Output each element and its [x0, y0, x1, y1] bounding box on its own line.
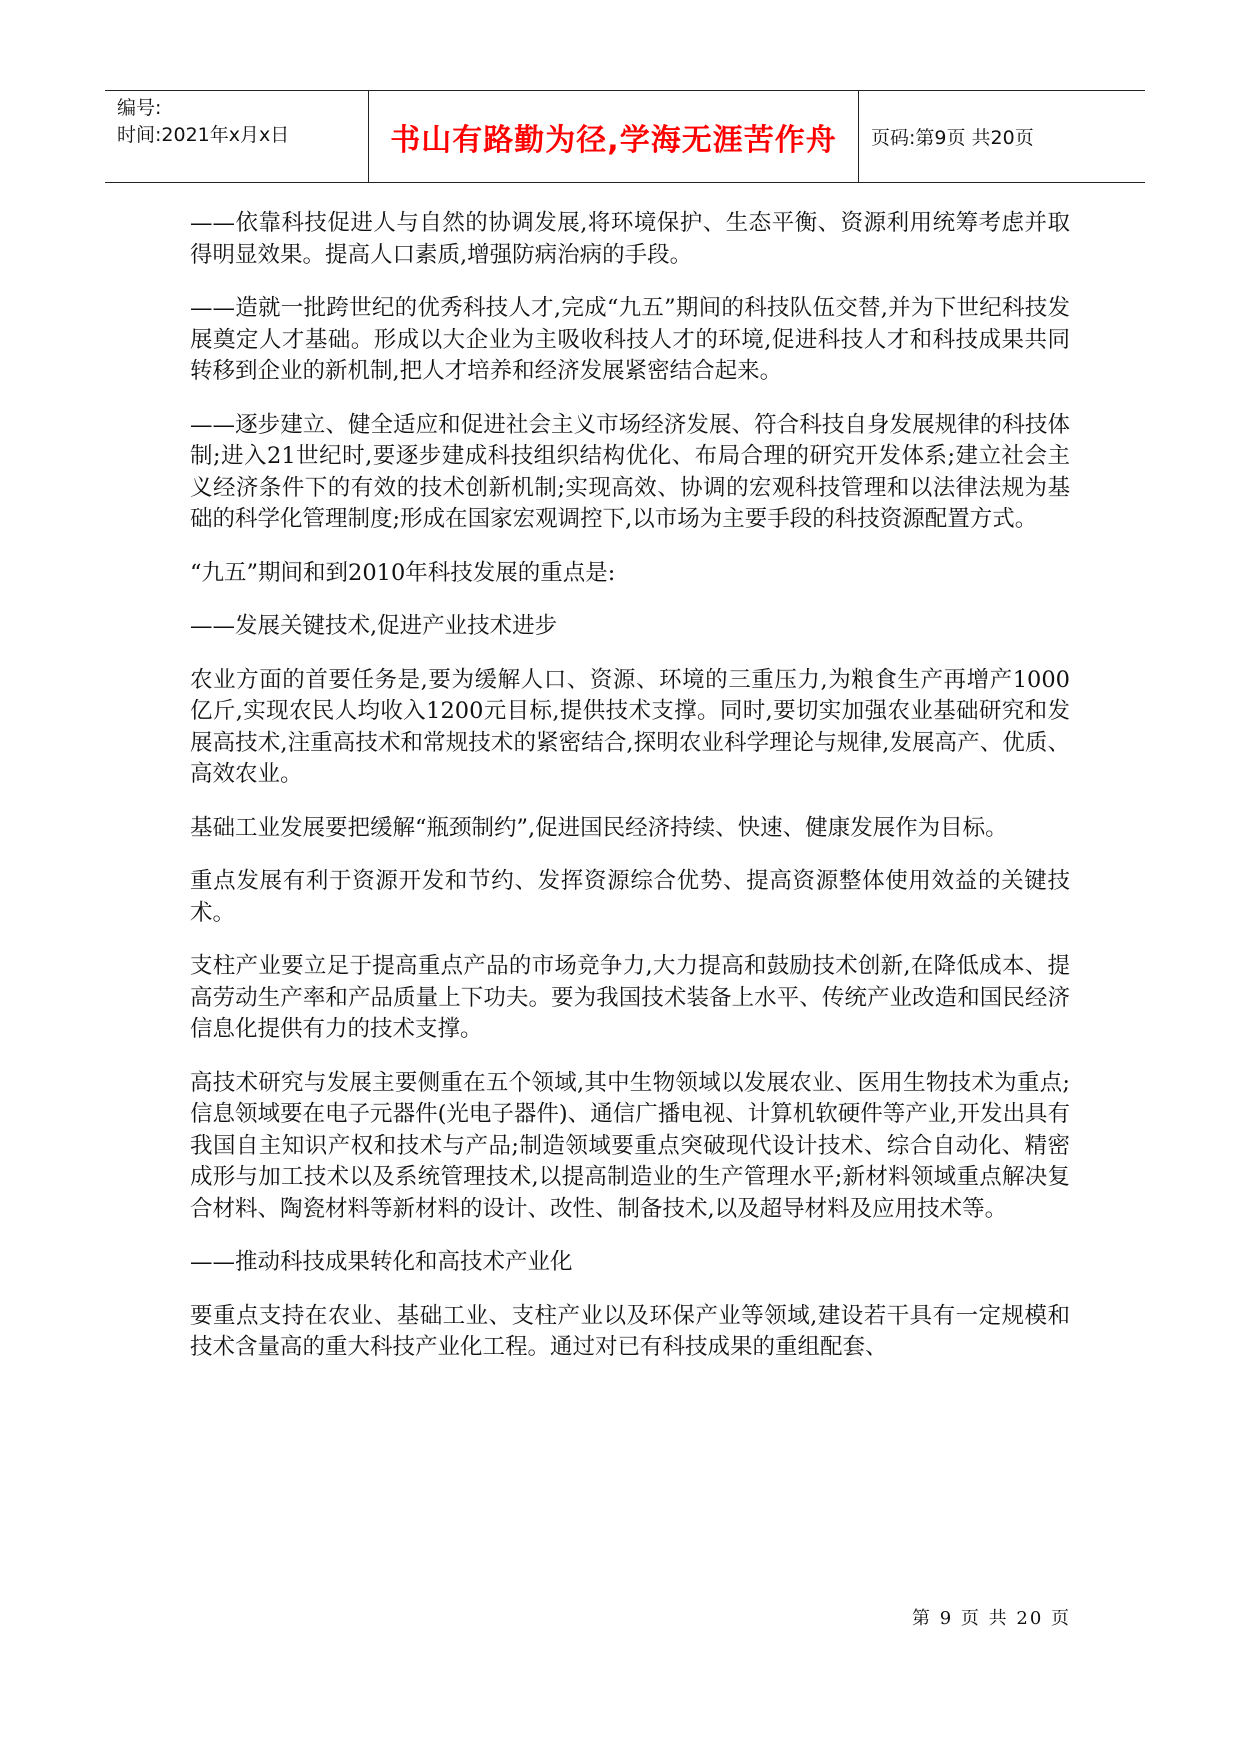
document-body [190, 208, 1070, 1386]
paragraph: 支柱产业要立足于提高重点产品的市场竞争力,大力提高和鼓励技术创新,在降低成本、提高劳动生产率和产品质量上下功夫。要为我国技术装备上水平、传统产业改造和国民经济信息化提供有力的技术支撑。 [190, 953, 1070, 1042]
paragraph: ——依靠科技促进人与自然的协调发展,将环境保护、生态平衡、资源利用统筹考虑并取得明显效果。提高人口素质,增强防病治病的手段。 [190, 210, 1070, 268]
header-meta [105, 91, 369, 182]
paragraph: 基础工业发展要把缓解“瓶颈制约”,促进国民经济持续、快速、健康发展作为目标。 [190, 814, 1008, 841]
header-motto: 书山有路勤为径,学海无涯苦作舟 [369, 91, 859, 182]
paragraph: 要重点支持在农业、基础工业、支柱产业以及环保产业等领域,建设若干具有一定规模和技术含量高的重大科技产业化工程。通过对已有科技成果的重组配套、 [190, 1302, 1070, 1360]
paragraph: ——造就一批跨世纪的优秀科技人才,完成“九五”期间的科技队伍交替,并为下世纪科技发展奠定人才基础。形成以大企业为主吸收科技人才的环境,促进科技人才和科技成果共同转移到企业的新机制,把人才培养和经济发展紧密结合起来。 [190, 295, 1070, 384]
paragraph: 农业方面的首要任务是,要为缓解人口、资源、环境的三重压力,为粮食生产再增产1000亿斤,实现农民人均收入1200元目标,提供技术支撑。同时,要切实加强农业基础研究和发展高技术,注重高技术和常规技术的紧密结合,探明农业科学理论与规律,发展高产、优质、高效农业。 [190, 666, 1070, 787]
header-page-label: 页码:第9页 共20页 [871, 127, 1034, 149]
page-header [105, 90, 1145, 183]
paragraph: ——发展关键技术,促进产业技术进步 [190, 613, 558, 639]
document-number-label: 编号: [117, 97, 162, 119]
paragraph: “九五”期间和到2010年科技发展的重点是: [190, 559, 616, 586]
document-time-label: 时间:2021年x月x日 [117, 124, 290, 146]
page-footer: 第 9 页 共 20 页 [912, 1608, 1071, 1629]
paragraph: ——推动科技成果转化和高技术产业化 [190, 1249, 573, 1275]
paragraph: 高技术研究与发展主要侧重在五个领域,其中生物领域以发展农业、医用生物技术为重点;信息领域要在电子元器件(光电子器件)、通信广播电视、计算机软硬件等产业,开发出具有我国自主知识产权和技术与产品;制造领域要重点突破现代设计技术、综合自动化、精密成形与加工技术以及系统管理技术,以提高制造业的生产管理水平;新材料领域重点解决复合材料、陶瓷材料等新材料的设计、改性、制备技术,以及超导材料及应用技术等。 [190, 1069, 1071, 1222]
paragraph: ——逐步建立、健全适应和促进社会主义市场经济发展、符合科技自身发展规律的科技体制;进入21世纪时,要逐步建成科技组织结构优化、布局合理的研究开发体系;建立社会主义经济条件下的有效的技术创新机制;实现高效、协调的宏观科技管理和以法律法规为基础的科学化管理制度;形成在国家宏观调控下,以市场为主要手段的科技资源配置方式。 [190, 411, 1070, 532]
paragraph: 重点发展有利于资源开发和节约、发挥资源综合优势、提高资源整体使用效益的关键技术。 [190, 868, 1070, 926]
